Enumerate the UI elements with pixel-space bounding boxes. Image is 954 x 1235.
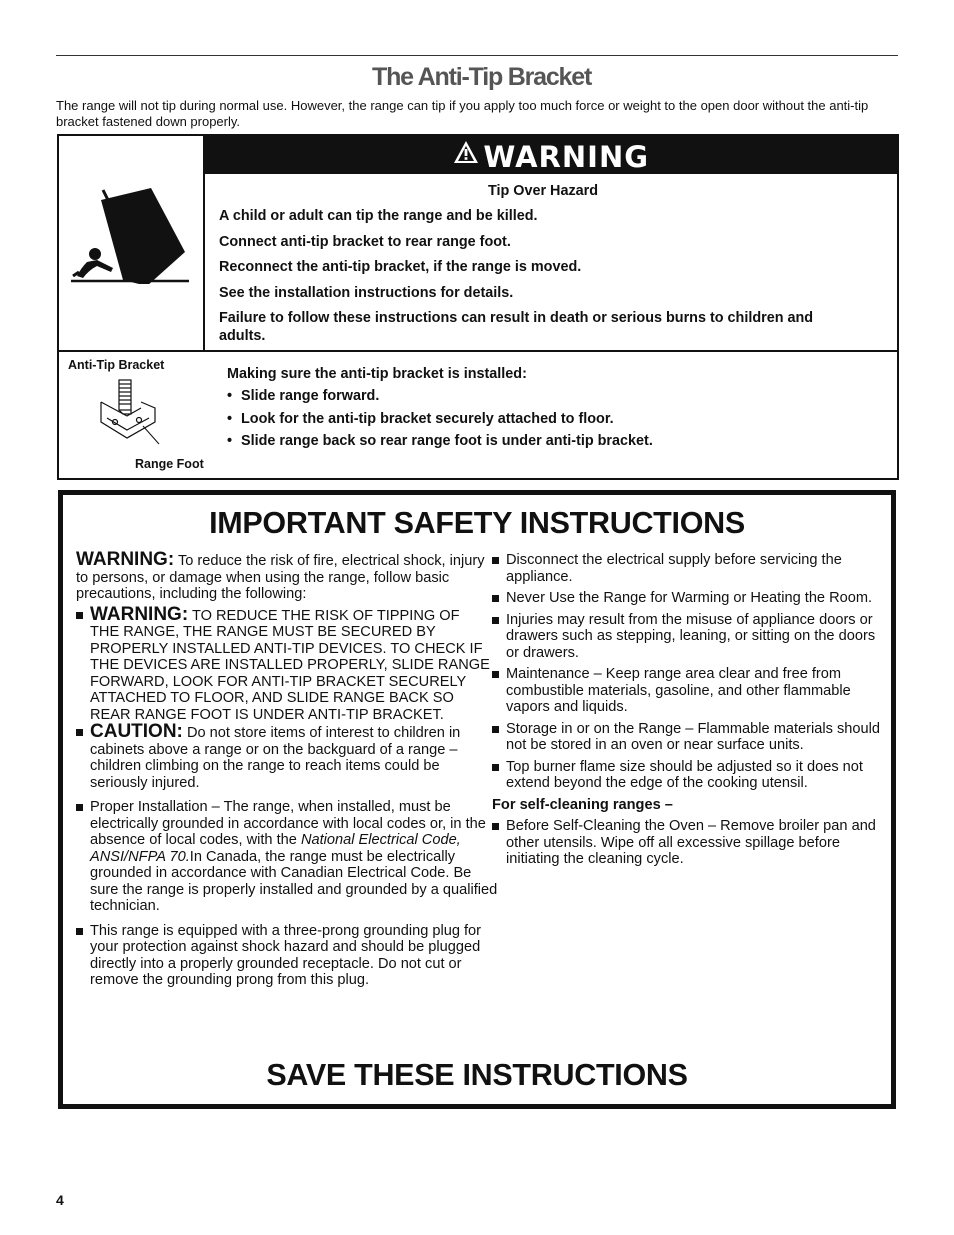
- bullet-square-icon: [76, 804, 83, 811]
- hazard-title: Tip Over Hazard: [487, 183, 599, 199]
- top-rule: [56, 55, 898, 56]
- item-warning-label: WARNING:: [90, 603, 189, 625]
- safety-item-text: Never Use the Range for Warming or Heating the Room.: [506, 590, 873, 606]
- warning-header: [205, 136, 897, 174]
- safety-instructions-box: [58, 490, 896, 1109]
- warning-line: Connect anti-tip bracket to rear range foot.: [219, 233, 511, 250]
- bullet-square-icon: [492, 671, 499, 678]
- check-item: • Slide range forward.: [227, 387, 867, 405]
- plug-text: This range is equipped with a three-prong grounding plug for your protection against shock hazard and should be plugged directly into a properly grounded receptacle. Do not cut or remove the grounding prong from this plug.: [90, 922, 482, 988]
- safety-item-text: Injuries may result from the misuse of appliance doors or drawers such as stepping, leaning, or sitting on the doors or drawers.: [506, 611, 876, 661]
- save-instructions-title: SAVE THESE INSTRUCTIONS: [266, 1058, 688, 1092]
- check-list: [227, 387, 867, 450]
- safety-item: [492, 818, 887, 868]
- safety-item: [76, 721, 490, 791]
- install-text-b: In Canada, the range must be electrically grounded in accordance with Canadian Electrical Code. Be sure the range is properly installed and grounded by a qualified technician.: [90, 848, 498, 914]
- range-foot-label: Range Foot: [135, 457, 204, 471]
- bullet-square-icon: [492, 617, 499, 624]
- bullet-square-icon: [76, 612, 83, 619]
- safety-item: [76, 923, 490, 989]
- warning-intro: [76, 549, 490, 603]
- section-title: The Anti-Tip Bracket: [372, 63, 592, 91]
- warning-word: WARNING: [483, 140, 650, 174]
- safety-item-text: Before Self-Cleaning the Oven – Remove broiler pan and other utensils. Wipe off all excessive spillage before initiating the cleaning cycle.: [506, 818, 876, 867]
- item-warning-text: TO REDUCE THE RISK OF TIPPING OF THE RANGE, THE RANGE MUST BE SECURED BY PROPERLY INSTALLED ANTI-TIP DEVICES. TO CHECK IF THE DEVICES ARE INSTALLED PROPERLY, SLIDE RANGE FORWARD, LOOK FOR ANTI-TIP BRACKET SECURELY ATTACHED TO FLOOR, AND SLIDE RANGE BACK SO REAR RANGE FOOT IS UNDER ANTI-TIP BRACKET.: [90, 607, 490, 723]
- warning-triangle-icon: [453, 140, 479, 169]
- check-item: • Look for the anti-tip bracket securely attached to floor.: [227, 410, 867, 428]
- safety-item: [492, 590, 887, 607]
- warning-line: Reconnect the anti-tip bracket, if the range is moved.: [219, 259, 582, 275]
- safety-item-text: Disconnect the electrical supply before servicing the appliance.: [506, 552, 842, 585]
- item-caution-label: CAUTION:: [90, 721, 183, 742]
- bullet-square-icon: [492, 764, 499, 771]
- intro-paragraph: The range will not tip during normal use. However, the range can tip if you apply too much force or weight to the open door without the anti-tip bracket fastened down properly.: [56, 98, 869, 129]
- safety-item-text: Storage in or on the Range – Flammable materials should not be stored in an oven or near surface units.: [506, 720, 880, 753]
- warning-line: See the installation instructions for details.: [219, 284, 514, 301]
- bullet-square-icon: [492, 595, 499, 602]
- safety-left-column: [76, 549, 498, 994]
- warning-line: Failure to follow these instructions can result in death or serious burns to children and adults.: [219, 310, 814, 344]
- install-text-italic: National Electrical Code, ANSI/NFPA 70.: [90, 832, 461, 865]
- bullet-square-icon: [492, 726, 499, 733]
- self-clean-heading: For self-cleaning ranges –: [492, 796, 673, 813]
- warning-intro-text: To reduce the risk of fire, electrical shock, injury to persons, or damage when using the range, follow basic precautions, including the following:: [76, 553, 485, 602]
- safety-item-text: Maintenance – Keep range area clear and free from combustible materials, gasoline, and other flammable vapors and liquids.: [506, 666, 851, 715]
- safety-item-text: Top burner flame size should be adjusted so it does not extend beyond the edge of the cooking utensil.: [506, 758, 863, 791]
- safety-item: [492, 721, 887, 754]
- check-lead: Making sure the anti-tip bracket is installed:: [227, 366, 527, 382]
- safety-item: [76, 603, 490, 724]
- warning-line: A child or adult can tip the range and be killed.: [219, 208, 538, 224]
- warning-divider: [59, 350, 897, 352]
- bullet-square-icon: [76, 729, 83, 736]
- warning-box: [57, 134, 899, 480]
- item-caution-text: Do not store items of interest to children in cabinets above a range or on the backguard of a range – children climbing on the range to reach items could be seriously injured.: [90, 725, 461, 791]
- bullet-square-icon: [492, 557, 499, 564]
- bracket-check-instructions: [227, 365, 867, 455]
- safety-item: [492, 612, 887, 662]
- page-number: 4: [56, 1192, 64, 1208]
- anti-tip-bracket-icon: [97, 378, 169, 456]
- safety-title: IMPORTANT SAFETY INSTRUCTIONS: [209, 506, 745, 540]
- safety-item: [492, 666, 887, 716]
- safety-right-column: [492, 552, 887, 873]
- warning-body: [219, 182, 849, 353]
- bullet-square-icon: [492, 823, 499, 830]
- anti-tip-bracket-label: Anti-Tip Bracket: [68, 358, 165, 372]
- install-text-a: Proper Installation – The range, when installed, must be electrically grounded in accordance with local codes or, in the absence of local codes, with the: [90, 799, 486, 848]
- safety-item: [76, 799, 498, 915]
- bullet-square-icon: [76, 928, 83, 935]
- safety-item: [492, 552, 887, 585]
- warning-label: WARNING:: [76, 549, 175, 570]
- tipping-range-icon: [67, 184, 191, 284]
- tip-over-illustration: [59, 136, 205, 350]
- safety-item: [492, 759, 887, 792]
- check-item: • Slide range back so rear range foot is under anti-tip bracket.: [227, 432, 867, 450]
